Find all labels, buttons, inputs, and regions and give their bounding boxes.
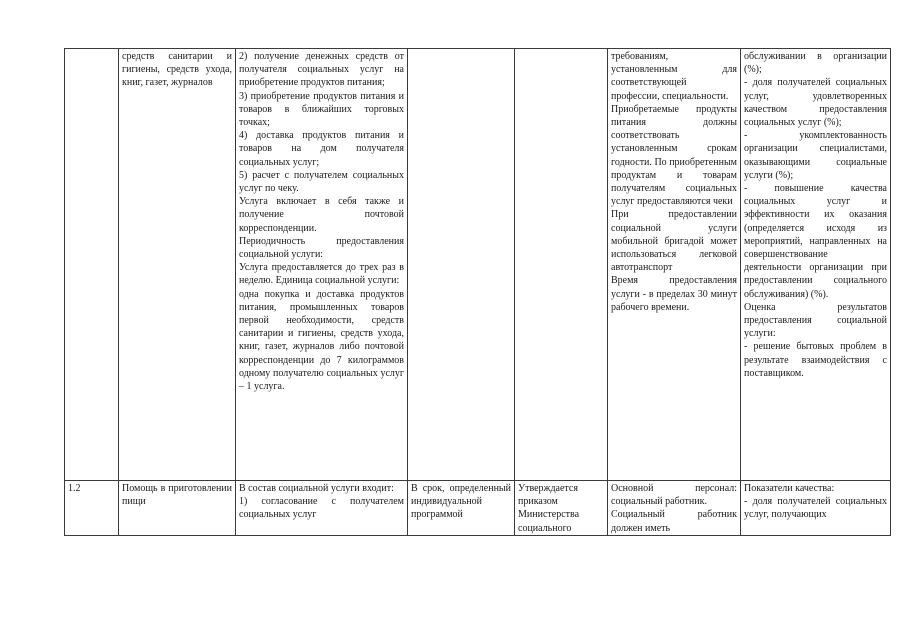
quality-indicators-cell	[741, 481, 891, 536]
row-number-cell	[65, 481, 119, 536]
quality-indicators: Показатели качества: - доля получателей социальных услуг, получающих	[744, 483, 887, 521]
service-content: В состав социальной услуги входит: 1) согласование с получателем социальных услуг	[239, 483, 404, 521]
service-content-cell	[236, 481, 408, 536]
service-term-cell	[408, 49, 515, 481]
row-number: 1.2	[68, 483, 81, 494]
service-conditions: Основной персонал: социальный работник. Социальный работник должен иметь	[611, 483, 737, 534]
quality-indicators-cell	[741, 49, 891, 481]
service-content: 2) получение денежных средств от получателя социальных услуг на приобретение продуктов питания; 3) приобретение продуктов питания и товаров в ближайших торговых точках; 4) доставка продуктов питания и товаров на дом получателя социальных услуг; 5) расчет с получателем социальных услуг по чеку. Услуга включает в себя также и получение почтовой корреспонденции. Периодичность предоставления социальной услуги: Услуга предоставляется до трех раз в неделю. Единица социальной услуги: одна покупка и доставка продуктов питания, промышленных товаров первой необходимости, средств санитарии и гигиены, средств ухода, книг, газет, журналов либо почтовой корреспонденции до 7 килограммов одному получателю социальных услуг – 1 услуга.	[239, 51, 404, 393]
services-table	[64, 48, 891, 536]
service-standard-cell	[515, 49, 608, 481]
service-standard-cell	[515, 481, 608, 536]
service-name: средств санитарии и гигиены, средств ухода, книг, газет, журналов	[122, 51, 232, 89]
quality-indicators: обслуживании в организации (%); - доля получателей социальных услуг, удовлетворенных качеством предоставления социальных услуг (%); - укомплектованность организации специалистами, оказывающими социальные услуги (%); - повышение качества социальных услуг и эффективности их оказания (определяется исходя из мероприятий, направленных на совершенствование деятельности организации при предоставлении социального обслуживания) (%). Оценка результатов предоставления социальной услуги: - решение бытовых проблем в результате взаимодействия с поставщиком.	[744, 51, 887, 379]
service-name-cell	[119, 481, 236, 536]
service-name: Помощь в приготовлении пищи	[122, 483, 232, 508]
table-row	[65, 481, 891, 536]
table-row	[65, 49, 891, 481]
service-conditions: требованиям, установленным для соответствующей профессии, специальности. Приобретаемые продукты питания должны соответствовать установленным срокам годности. По приобретенным продуктам и товарам получателям социальных услуг предоставляются чеки При предоставлении социальной услуги мобильной бригадой может использоваться легковой автотранспорт Время предоставления услуги - в пределах 30 минут рабочего времени.	[611, 51, 737, 313]
row-number-cell	[65, 49, 119, 481]
service-conditions-cell	[608, 49, 741, 481]
service-name-cell	[119, 49, 236, 481]
service-standard: Утверждается приказом Министерства социального	[518, 483, 580, 534]
service-term-cell	[408, 481, 515, 536]
service-content-cell	[236, 49, 408, 481]
service-term: В срок, определенный индивидуальной программой	[411, 483, 511, 521]
service-conditions-cell	[608, 481, 741, 536]
